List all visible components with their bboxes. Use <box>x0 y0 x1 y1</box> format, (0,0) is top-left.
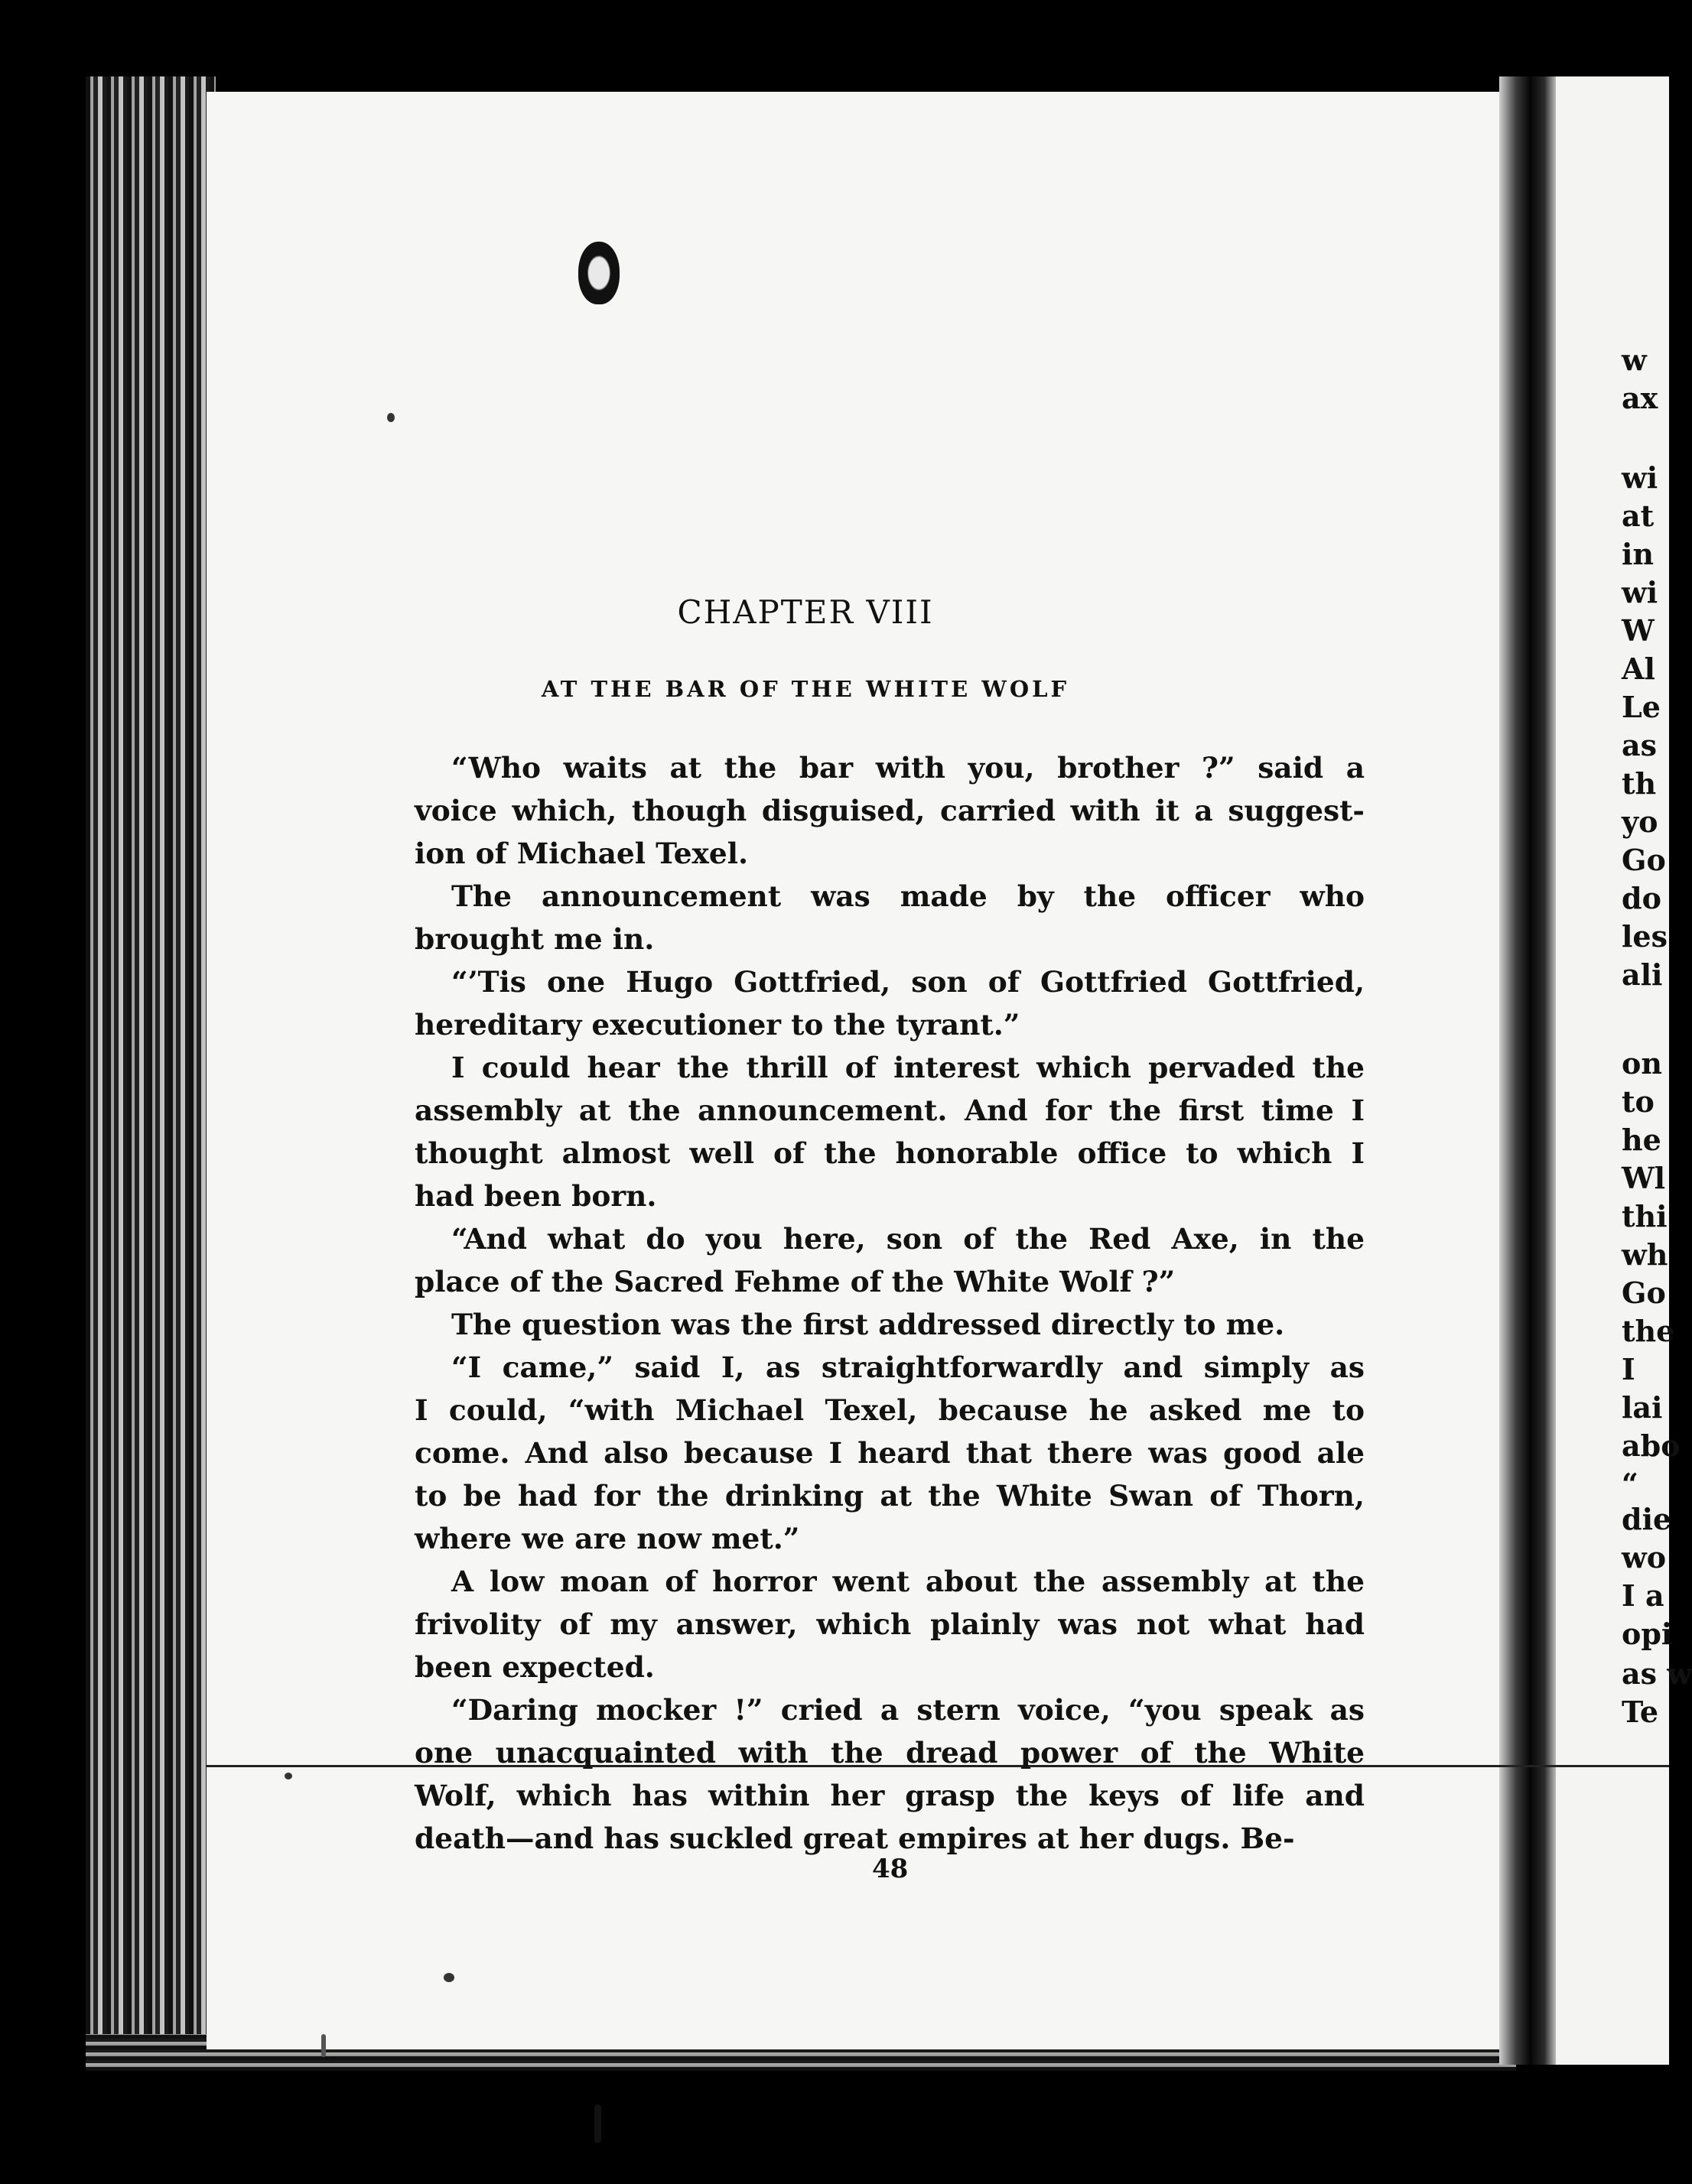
facing-page-fragment: the <box>1622 1314 1675 1348</box>
paragraph <box>415 1046 1365 1217</box>
text-line: The announcement was made by the officer who <box>451 879 1365 913</box>
text-line: frivolity of my answer, which plainly was not what had <box>415 1607 1365 1641</box>
body-text <box>415 746 1365 1860</box>
facing-page-fragment: in <box>1622 537 1655 571</box>
facing-page-fragment: th <box>1622 766 1657 801</box>
facing-page-fragment: Le <box>1622 690 1661 724</box>
text-line: had been born. <box>415 1179 657 1213</box>
text-line: “I came,” said I, as straightforwardly and simply as <box>451 1350 1365 1384</box>
facing-page-fragment: do <box>1622 881 1661 915</box>
facing-page-fragment: yo <box>1622 804 1658 839</box>
facing-page-fragment: to <box>1622 1084 1655 1119</box>
text-line: death—and has suckled great empires at her dugs. Be- <box>415 1822 1295 1855</box>
text-line: brought me in. <box>415 922 655 956</box>
facing-page-fragment: opi <box>1622 1617 1673 1651</box>
page-edges <box>86 76 216 2057</box>
facing-page-fragment: Te <box>1622 1695 1659 1729</box>
facing-page-fragment: Wl <box>1622 1161 1666 1195</box>
facing-page-fragment: wi <box>1622 460 1658 495</box>
facing-page-fragment: W <box>1622 613 1655 648</box>
speck <box>594 2104 601 2143</box>
text-line: “And what do you here, son of the Red Axe, in the <box>451 1222 1365 1256</box>
text-line: “Who waits at the bar with you, brother ?” said a <box>451 751 1365 785</box>
facing-page-fragment: as <box>1622 728 1658 762</box>
paragraph <box>415 1303 1365 1346</box>
chapter-subtitle: AT THE BAR OF THE WHITE WOLF <box>541 676 1070 702</box>
text-line: hereditary executioner to the tyrant.” <box>415 1008 1020 1042</box>
facing-page-fragment: abo <box>1622 1428 1681 1463</box>
facing-page-fragment: ax <box>1622 381 1658 415</box>
facing-page-fragment: wo <box>1622 1540 1667 1575</box>
paragraph <box>415 1346 1365 1560</box>
text-line: come. And also because I heard that there was good ale <box>415 1436 1365 1470</box>
text-line: Wolf, which has within her grasp the keys of life and <box>415 1779 1365 1812</box>
facing-page-fragment: die <box>1622 1502 1672 1536</box>
facing-page-fragment: at <box>1622 499 1655 533</box>
text-line: I could hear the thrill of interest which pervaded the <box>451 1051 1365 1084</box>
text-line: where we are now met.” <box>415 1522 800 1555</box>
page-number: 48 <box>872 1854 909 1884</box>
facing-page-fragment: lai <box>1622 1390 1663 1425</box>
text-line: place of the Sacred Fehme of the White Wolf ?” <box>415 1265 1176 1298</box>
text-line: voice which, though disguised, carried with it a suggest- <box>415 794 1365 827</box>
facing-page-fragment: Go <box>1622 843 1666 877</box>
paragraph <box>415 746 1365 875</box>
facing-page-fragment: I a <box>1622 1578 1664 1613</box>
paragraph <box>415 960 1365 1046</box>
text-line: ion of Michael Texel. <box>415 837 749 870</box>
text-line: The question was the first addressed directly to me. <box>451 1308 1285 1341</box>
speck <box>387 413 395 422</box>
speck <box>444 1973 454 1982</box>
text-line: assembly at the announcement. And for the first time I <box>415 1094 1365 1127</box>
facing-page-fragment: he <box>1622 1123 1661 1157</box>
ink-blot <box>578 242 620 304</box>
facing-page-fragment: w <box>1622 343 1647 377</box>
paragraph <box>415 875 1365 960</box>
facing-page-fragment: I <box>1622 1352 1635 1386</box>
text-line: “Daring mocker !” cried a stern voice, “you speak as <box>451 1693 1365 1727</box>
text-line: A low moan of horror went about the assembly at the <box>451 1565 1365 1598</box>
speck <box>321 2034 326 2057</box>
paragraph <box>415 1688 1365 1860</box>
chapter-title: CHAPTER VIII <box>677 593 934 631</box>
text-line: one unacquainted with the dread power of the White <box>415 1736 1365 1770</box>
speck <box>285 1773 292 1779</box>
paragraph <box>415 1217 1365 1303</box>
facing-page-fragment: wi <box>1622 575 1658 609</box>
facing-page-fragment: “ <box>1622 1467 1638 1501</box>
facing-page-fragment: as w <box>1622 1656 1692 1691</box>
paragraph <box>415 1560 1365 1688</box>
facing-page-fragment: ali <box>1622 957 1663 992</box>
text-line: been expected. <box>415 1650 655 1684</box>
facing-page-fragment: Al <box>1622 652 1655 686</box>
facing-page-fragment: Go <box>1622 1276 1666 1310</box>
text-line: I could, “with Michael Texel, because he asked me to <box>415 1393 1365 1427</box>
facing-page-fragment: on <box>1622 1046 1662 1081</box>
text-line: thought almost well of the honorable office to which I <box>415 1136 1365 1170</box>
text-line: “’Tis one Hugo Gottfried, son of Gottfried Gottfried, <box>451 965 1365 999</box>
facing-page-fragment: wh <box>1622 1237 1668 1272</box>
facing-page-fragment: les <box>1622 919 1668 954</box>
text-line: to be had for the drinking at the White Swan of Thorn, <box>415 1479 1365 1513</box>
facing-page-fragment: thi <box>1622 1199 1668 1233</box>
